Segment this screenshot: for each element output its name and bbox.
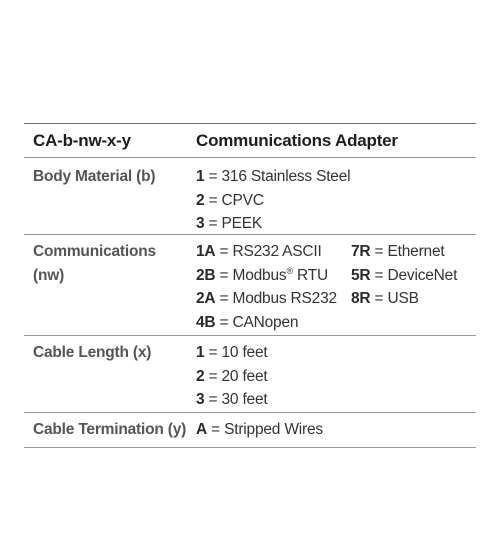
option-item: 1A = RS232 ASCII xyxy=(196,243,322,260)
option-item: 1 = 10 feet xyxy=(196,344,268,361)
row-label: Cable Termination (y) xyxy=(33,421,187,438)
row-communications xyxy=(24,235,476,335)
row-body-material xyxy=(24,158,476,234)
option-item: 2B = Modbus® RTU xyxy=(196,265,328,284)
option-item: A = Stripped Wires xyxy=(196,421,323,438)
option-list xyxy=(196,240,337,334)
option-item: 4B = CANopen xyxy=(196,313,299,331)
header-row xyxy=(24,124,476,157)
bottom-rule xyxy=(24,447,476,448)
row-label: Cable Length (x) xyxy=(33,344,152,361)
option-item: 5R = DeviceNet xyxy=(351,266,458,284)
option-list xyxy=(196,341,268,412)
option-item: 2 = 20 feet xyxy=(196,367,268,385)
option-item: 3 = 30 feet xyxy=(196,391,268,408)
row-cable-termination xyxy=(24,413,476,447)
row-label: Body Material (b) xyxy=(33,168,156,185)
option-list xyxy=(196,418,323,442)
option-item: 3 = PEEK xyxy=(196,215,263,232)
option-item: 7R = Ethernet xyxy=(351,243,445,260)
option-item: 8R = USB xyxy=(351,290,419,307)
table-title: Communications Adapter xyxy=(196,131,398,150)
option-item: 2A = Modbus RS232 xyxy=(196,290,337,307)
spec-table xyxy=(24,123,476,448)
row-label xyxy=(33,240,156,287)
code-format-heading: CA-b-nw-x-y xyxy=(33,131,131,150)
registered-mark: ® xyxy=(286,265,293,276)
option-list xyxy=(196,165,350,236)
option-item: 1 = 316 Stainless Steel xyxy=(196,168,351,185)
row-label-line: (nw) xyxy=(33,266,65,284)
row-cable-length xyxy=(24,336,476,412)
option-item: 2 = CPVC xyxy=(196,191,264,209)
option-list-right xyxy=(351,240,457,311)
row-label-line: Communications xyxy=(33,243,156,260)
